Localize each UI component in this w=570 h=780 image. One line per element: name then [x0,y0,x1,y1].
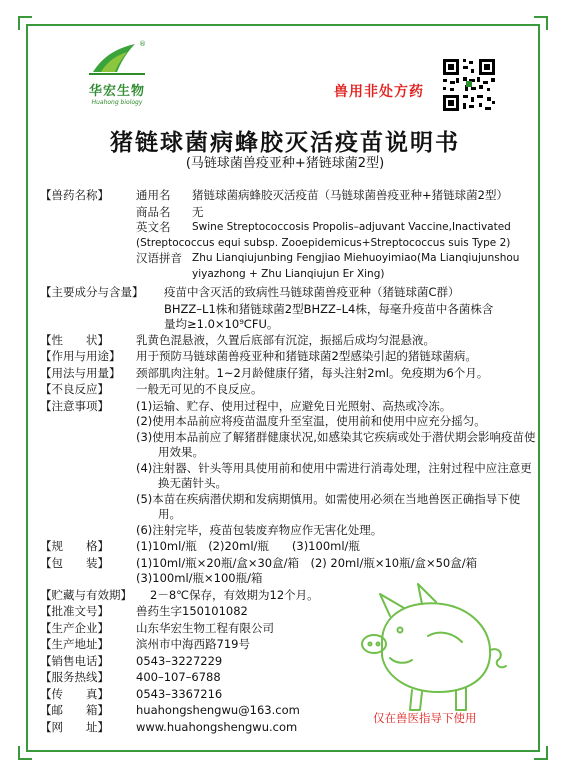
dosage-section [40,366,540,382]
character-section [40,333,540,349]
page-subtitle: (马链球菌兽疫亚种+猪链球菌2型) [185,156,385,171]
packaging-label: 【包 装】 [40,555,109,570]
notes-section [40,399,540,539]
pig-illustration-icon [352,572,512,722]
sales-phone-label: 【销售电话】 [40,653,109,668]
address-value: 滨州市中海西路719号 [136,637,250,651]
name-section [40,188,540,204]
note-item: (1)运输、贮存、使用过程中，应避免日光照射、高热或冷冻。 [136,398,452,413]
qr-code-icon [441,57,497,113]
composition-line-2: BHZZ–L1株和猪链球菌2型BHZZ–L4株，每毫升疫苗中各菌株含 [164,301,494,316]
note-item: (5)本苗在疾病潜伏期和发病期慎用。如需使用必须在当地兽医正确指导下使用。 [136,491,521,521]
trade-name-value: 无 [192,204,204,219]
dosage-value: 颈部肌肉注射。1~2月龄健康仔猪，每头注射2ml。免疫期为6个月。 [136,365,489,380]
email-label: 【邮 箱】 [40,703,109,717]
spec-section [40,539,540,555]
adverse-value: 一般无可见的不良反应。 [136,382,263,396]
email-value: huahongshengwu@163.com [136,703,300,717]
name-label: 【兽药名称】 [40,188,109,202]
rx-label: 兽用非处方药 [334,84,424,100]
character-label: 【性 状】 [40,332,109,347]
generic-name-value: 猪链球菌病蜂胶灭活疫苗（马链球菌兽疫亚种+猪链球菌2型） [192,188,508,202]
service-hotline-label: 【服务热线】 [40,670,109,684]
fax-value: 0543–3367216 [136,686,223,701]
manufacturer-value: 山东华宏生物工程有限公司 [136,620,274,635]
note-item: (6)注射完毕，疫苗包装废弃物应作无害化处理。 [136,522,383,537]
manufacturer-label: 【生产企业】 [40,620,109,635]
website-label: 【网 址】 [40,719,109,734]
note-item: (4)注射器、针头等用具使用前和使用中需进行消毒处理，注射过程中应注意更换无菌针头。 [136,460,532,490]
vet-guidance-note: 仅在兽医指导下使用 [373,711,477,725]
leaf-logo-icon [87,38,147,78]
packaging-line-1: (1)10ml/瓶×20瓶/盒×30盒/箱 (2) 20ml/瓶×10瓶/盒×50盒/箱 [136,555,478,570]
service-hotline-value: 400–107–6788 [136,670,221,684]
trade-name-key: 商品名 [136,204,171,219]
composition-section [40,285,540,301]
english-name-key: 英文名 [136,220,171,234]
character-value: 乳黄色混悬液，久置后底部有沉淀，振摇后成均匀混悬液。 [136,332,435,347]
website-value: www.huahongshengwu.com [136,719,298,734]
adverse-section [40,382,540,398]
dosage-label: 【用法与用量】 [40,365,121,380]
usage-value: 用于预防马链球菌兽疫亚种和猪链球菌2型感染引起的猪链球菌病。 [136,349,477,363]
storage-label: 【贮藏与有效期】 [40,587,132,602]
notes-label: 【注意事项】 [40,398,109,413]
brand-name-en: Huahong biology [91,99,143,106]
english-name-value: Swine Streptococcosis Propolis–adjuvant Vaccine,Inactivated [192,221,511,233]
fax-label: 【传 真】 [40,686,109,701]
spec-label: 【规 格】 [40,539,109,553]
approval-value: 兽药生字150101082 [136,604,248,618]
composition-line-3: 量均≥1.0×10⁹CFU。 [164,317,279,331]
brand-logo [72,38,162,118]
pinyin-key: 汉语拼音 [136,251,182,265]
approval-label: 【批准文号】 [40,604,109,618]
english-name-value-2: (Streptococcus equi subsp. Zooepidemicus+Streptococcus suis Type 2) [136,236,511,249]
generic-name-key: 通用名 [136,188,171,202]
address-label: 【生产地址】 [40,637,109,651]
page-title: 猪链球菌病蜂胶灭活疫苗说明书 [110,130,460,156]
note-item: (2)使用本品前应将疫苗温度升至室温，使用前和使用中应充分摇匀。 [136,414,486,428]
pinyin-value: Zhu Lianqiujunbing Fengjiao Miehuoyimiao(Ma Lianqiujunshou [192,252,520,264]
usage-section [40,349,540,365]
sales-phone-value: 0543–3227229 [136,653,223,668]
spec-value: (1)10ml/瓶 (2)20ml/瓶 (3)100ml/瓶 [136,539,360,553]
pinyin-value-2: yiyazhong + Zhu Lianqiujun Er Xing) [192,267,385,280]
packaging-line-2: (3)100ml/瓶×100瓶/箱 [136,571,263,585]
note-item: (3)使用本品前应了解猪群健康状况,如感染其它疾病或处于潜伏期会影响疫苗使用效果。 [136,429,536,459]
adverse-label: 【不良反应】 [40,382,109,396]
usage-label: 【作用与用途】 [40,349,121,363]
composition-line-1: 疫苗中含灭活的致病性马链球菌兽疫亚种（猪链球菌C群） [164,285,460,299]
svg-text:®: ® [139,40,146,48]
storage-value: 2－8℃保存，有效期为12个月。 [150,587,319,602]
brand-name-cn: 华宏生物 [88,84,145,99]
composition-label: 【主要成分与含量】 [40,285,144,299]
